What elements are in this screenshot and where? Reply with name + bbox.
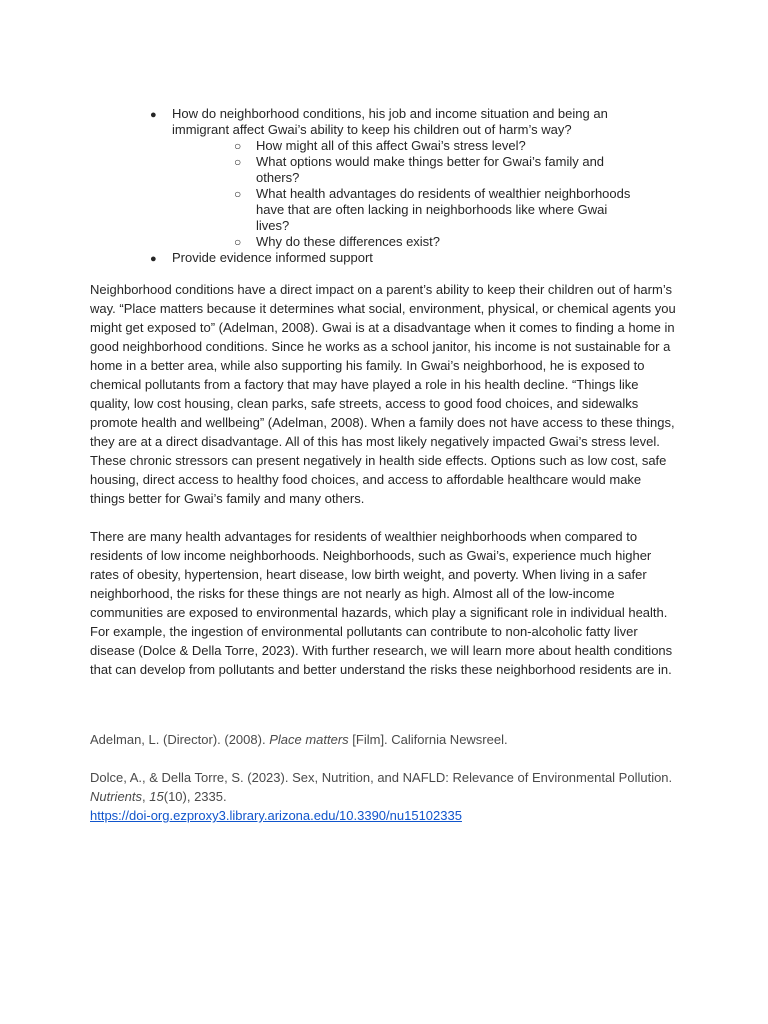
question-list bbox=[0, 106, 768, 266]
reference-text: Adelman, L. (Director). (2008). bbox=[90, 732, 270, 747]
sub-bullet-item bbox=[234, 154, 636, 186]
reference-journal: Nutrients bbox=[90, 789, 143, 804]
paragraph: Neighborhood conditions have a direct impact on a parent’s ability to keep their children out of harm’s way. “Place matters because it determines what social, environment, physical, or chemical agents you might get exposed to” (Adelman, 2008). Gwai is at a disadvantage when it comes to finding a home in good neighborhood conditions. Since he works as a school janitor, his income is not sustainable for a home in a better area, while also supporting his family. In Gwai’s neighborhood, he is exposed to chemical pollutants from a factory that may have played a role in his health decline. “Things like quality, low cost housing, clean parks, safe streets, access to good food choices, and sidewalks promote health and wellbeing” (Adelman, 2008). When a family does not have access to these things, they are at a direct disadvantage. All of this has most likely negatively impacted Gwai’s stress level. These chronic stressors can present negatively in health side effects. Options such as low cost, safe housing, direct access to healthy food choices, and access to affordable healthcare would make things better for Gwai’s family and many others. bbox=[90, 282, 676, 506]
sub-question-text: What options would make things better for Gwai’s family and others? bbox=[256, 154, 605, 185]
bullet-item bbox=[150, 250, 642, 266]
sub-bullet-item bbox=[234, 138, 636, 154]
paragraph: There are many health advantages for residents of wealthier neighborhoods when compared to residents of low income neighborhoods. Neighborhoods, such as Gwai’s, experience much higher rates of obesity, hypertension, heart disease, low birth weight, and poverty. When living in a safer neighborhood, the risks for these things are not nearly as high. Almost all of the low-income communities are exposed to environmental hazards, which play a significant role in individual health. For example, the ingestion of environmental pollutants can contribute to non-alcoholic fatty liver disease (Dolce & Della Torre, 2023). With further research, we will learn more about health conditions that can develop from pollutants and better understand the risks these neighborhood residents are in. bbox=[90, 529, 673, 677]
reference-text: [Film]. California Newsreel. bbox=[348, 732, 508, 747]
reference-link[interactable]: https://doi-org.ezproxy3.library.arizona.edu/10.3390/nu15102335 bbox=[90, 808, 462, 823]
sub-bullet-item bbox=[234, 234, 636, 250]
bullet-circle-icon: ○ bbox=[234, 155, 242, 169]
sub-bullet-item bbox=[234, 186, 636, 234]
sub-question-text: What health advantages do residents of wealthier neighborhoods have that are often lacking in neighborhoods like where Gwai lives? bbox=[256, 186, 631, 233]
bullet-dot-icon: ● bbox=[150, 109, 157, 121]
bullet-circle-icon: ○ bbox=[234, 235, 242, 249]
reference-text: (10), 2335. bbox=[163, 789, 227, 804]
bullet-item bbox=[150, 106, 642, 138]
reference-text: , bbox=[142, 789, 150, 804]
reference-title: Place matters bbox=[269, 732, 349, 747]
reference-item bbox=[90, 768, 678, 825]
question-text: Provide evidence informed support bbox=[172, 250, 373, 265]
bullet-circle-icon: ○ bbox=[234, 139, 242, 153]
reference-list bbox=[90, 730, 678, 844]
reference-item bbox=[90, 730, 678, 749]
bullet-circle-icon: ○ bbox=[234, 187, 242, 201]
sub-question-text: How might all of this affect Gwai’s stress level? bbox=[256, 138, 526, 153]
essay-body bbox=[90, 280, 678, 698]
reference-volume: 15 bbox=[149, 789, 164, 804]
sub-question-text: Why do these differences exist? bbox=[256, 234, 441, 249]
reference-text: Dolce, A., & Della Torre, S. (2023). Sex, Nutrition, and NAFLD: Relevance of Environmental Pollution. bbox=[90, 770, 673, 785]
question-text: How do neighborhood conditions, his job and income situation and being an immigrant affect Gwai’s ability to keep his children out of harm’s way? bbox=[172, 106, 608, 137]
bullet-dot-icon: ● bbox=[150, 253, 157, 265]
